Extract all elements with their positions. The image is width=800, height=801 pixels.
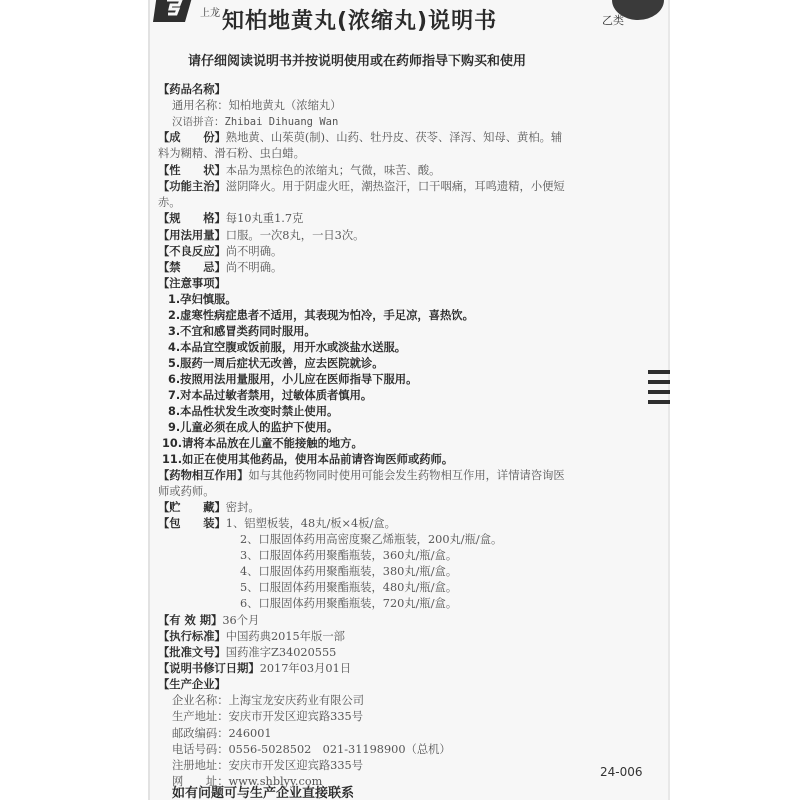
leaflet-line: [168, 308, 474, 324]
contact-footer: 如有问题可与生产企业直接联系: [172, 786, 355, 801]
precaution-item: 6.按照用法用量服用，小儿应在医师指导下服用。: [168, 373, 418, 386]
precaution-item: 9.儿童必须在成人的监护下使用。: [168, 421, 339, 434]
leaflet-line: [162, 436, 363, 452]
section-text: 如与其他药物同时使用可能会发生药物相互作用，详情请咨询医: [248, 469, 565, 482]
section-text: 中国药典2015年版一部: [225, 630, 345, 643]
leaflet-line: 企业名称：上海宝龙安庆药业有限公司: [172, 694, 365, 707]
precaution-item: 7.对本品过敏者禁用，过敏体质者慎用。: [168, 389, 373, 402]
precaution-item: 5.服药一周后症状无改善，应去医院就诊。: [168, 357, 384, 370]
section-heading: 【生产企业】: [158, 678, 226, 691]
section-heading: 【不良反应】: [158, 245, 226, 258]
leaflet-line: [168, 324, 316, 340]
section-text: 密封。: [225, 501, 260, 514]
leaflet-line: [158, 228, 364, 244]
leaflet-line: [158, 677, 226, 693]
precaution-item: 4.本品宜空腹或饭前服，用开水或淡盐水送服。: [168, 341, 407, 354]
leaflet-line: [158, 244, 282, 260]
section-heading: 【药物相互作用】: [158, 469, 249, 482]
precaution-item: 10.请将本品放在儿童不能接触的地方。: [162, 437, 363, 450]
section-text: 本品为黑棕色的浓缩丸；气微，味苦、酸。: [225, 164, 441, 177]
section-heading: 【注意事项】: [158, 277, 226, 290]
leaflet-line: [158, 130, 562, 146]
precaution-item: 8.本品性状发生改变时禁止使用。: [168, 405, 339, 418]
section-heading: 【性 状】: [158, 164, 226, 177]
leaflet-line: [168, 292, 237, 308]
section-heading: 【批准文号】: [158, 646, 226, 659]
paper-edge-left: [148, 0, 150, 800]
print-code: 24-006: [600, 765, 643, 779]
section-heading: 【药品名称】: [158, 83, 226, 96]
section-heading: 【说明书修订日期】: [158, 662, 260, 675]
otc-category-label: 乙类: [602, 14, 624, 27]
section-text: 口服。一次8丸，一日3次。: [225, 229, 365, 242]
section-text: 2017年03月01日: [259, 662, 352, 675]
section-text: 尚不明确。: [225, 245, 283, 258]
section-text: 熟地黄、山茱萸(制)、山药、牡丹皮、茯苓、泽泻、知母、黄柏。辅: [225, 131, 563, 144]
leaflet-line: [168, 340, 406, 356]
leaflet-line: [158, 645, 336, 661]
leaflet-line: 师或药师。: [158, 485, 215, 498]
section-heading: 【用法用量】: [158, 229, 226, 242]
section-text: 每10丸重1.7克: [225, 212, 304, 225]
section-heading: 【规 格】: [158, 212, 226, 225]
section-heading: 【成 份】: [158, 131, 226, 144]
reading-notice: 请仔细阅读说明书并按说明使用或在药师指导下购买和使用: [188, 54, 527, 69]
leaflet-line: [158, 260, 282, 276]
leaflet-line: [158, 179, 565, 195]
section-heading: 【包 装】: [158, 517, 226, 530]
leaflet-line: 注册地址：安庆市开发区迎宾路335号: [172, 759, 364, 772]
section-heading: 【执行标准】: [158, 630, 226, 643]
leaflet-line: [158, 613, 259, 629]
section-text: 36个月: [222, 614, 260, 627]
leaflet-line: [168, 372, 417, 388]
edge-registration-marks: [648, 370, 670, 410]
leaflet-line: [158, 276, 226, 292]
precaution-item: 2.虚寒性病症患者不适用，其表现为怕冷，手足凉，喜热饮。: [168, 309, 474, 322]
leaflet-line: [158, 500, 260, 516]
leaflet-line: 电话号码：0556-5028502 021-31198900（总机）: [172, 743, 451, 756]
leaflet-line: [168, 404, 338, 420]
leaflet-line: [168, 356, 384, 372]
precaution-item: 3.不宜和感冒类药同时服用。: [168, 325, 316, 338]
section-text: 尚不明确。: [225, 261, 283, 274]
leaflet-line: [158, 163, 440, 179]
section-text: 国药准字Z34020555: [225, 646, 337, 659]
precaution-item: 1.孕妇慎服。: [168, 293, 237, 306]
leaflet-line: [158, 629, 345, 645]
section-text: 1、铝塑板装，48丸/板×4板/盒。: [225, 517, 396, 530]
section-text: 滋阴降火。用于阴虚火旺，潮热盗汗，口干咽痛，耳鸣遗精，小便短: [225, 180, 565, 193]
leaflet-line: [162, 452, 453, 468]
leaflet-line: 网 址：www.shblyy.com: [172, 775, 323, 788]
precaution-item: 11.如正在使用其他药品，使用本品前请咨询医师或药师。: [162, 453, 454, 466]
brand-logo-icon: [153, 0, 197, 24]
leaflet-line: 6、口服固体药用聚酯瓶装，720丸/瓶/盒。: [240, 597, 458, 610]
section-heading: 【禁 忌】: [158, 261, 226, 274]
leaflet-line: 2、口服固体药用高密度聚乙烯瓶装，200丸/瓶/盒。: [240, 533, 503, 546]
leaflet-line: 邮政编码：246001: [172, 727, 272, 740]
leaflet-line: [158, 468, 565, 484]
logo-text: 上龙: [200, 8, 220, 19]
leaflet-line: 汉语拼音：Zhibai Dihuang Wan: [172, 116, 339, 128]
section-heading: 【有 效 期】: [158, 614, 223, 627]
leaflet-line: 料为糊精、滑石粉、虫白蜡。: [158, 147, 305, 160]
leaflet-line: 5、口服固体药用聚酯瓶装，480丸/瓶/盒。: [240, 581, 458, 594]
leaflet-line: [158, 516, 396, 532]
leaflet-line: [168, 420, 338, 436]
leaflet-line: 赤。: [158, 196, 181, 209]
leaflet-line: 生产地址：安庆市开发区迎宾路335号: [172, 710, 364, 723]
leaflet-line: [158, 661, 351, 677]
section-heading: 【功能主治】: [158, 180, 226, 193]
leaflet-line: [158, 82, 226, 98]
leaflet-line: [168, 388, 372, 404]
leaflet-line: [158, 211, 303, 227]
leaflet-line: 4、口服固体药用聚酯瓶装，380丸/瓶/盒。: [240, 565, 458, 578]
document-title: 知柏地黄丸(浓缩丸)说明书: [222, 9, 498, 34]
leaflet-line: 3、口服固体药用聚酯瓶装，360丸/瓶/盒。: [240, 549, 458, 562]
leaflet-line: 通用名称：知柏地黄丸（浓缩丸）: [172, 99, 342, 112]
section-heading: 【贮 藏】: [158, 501, 226, 514]
